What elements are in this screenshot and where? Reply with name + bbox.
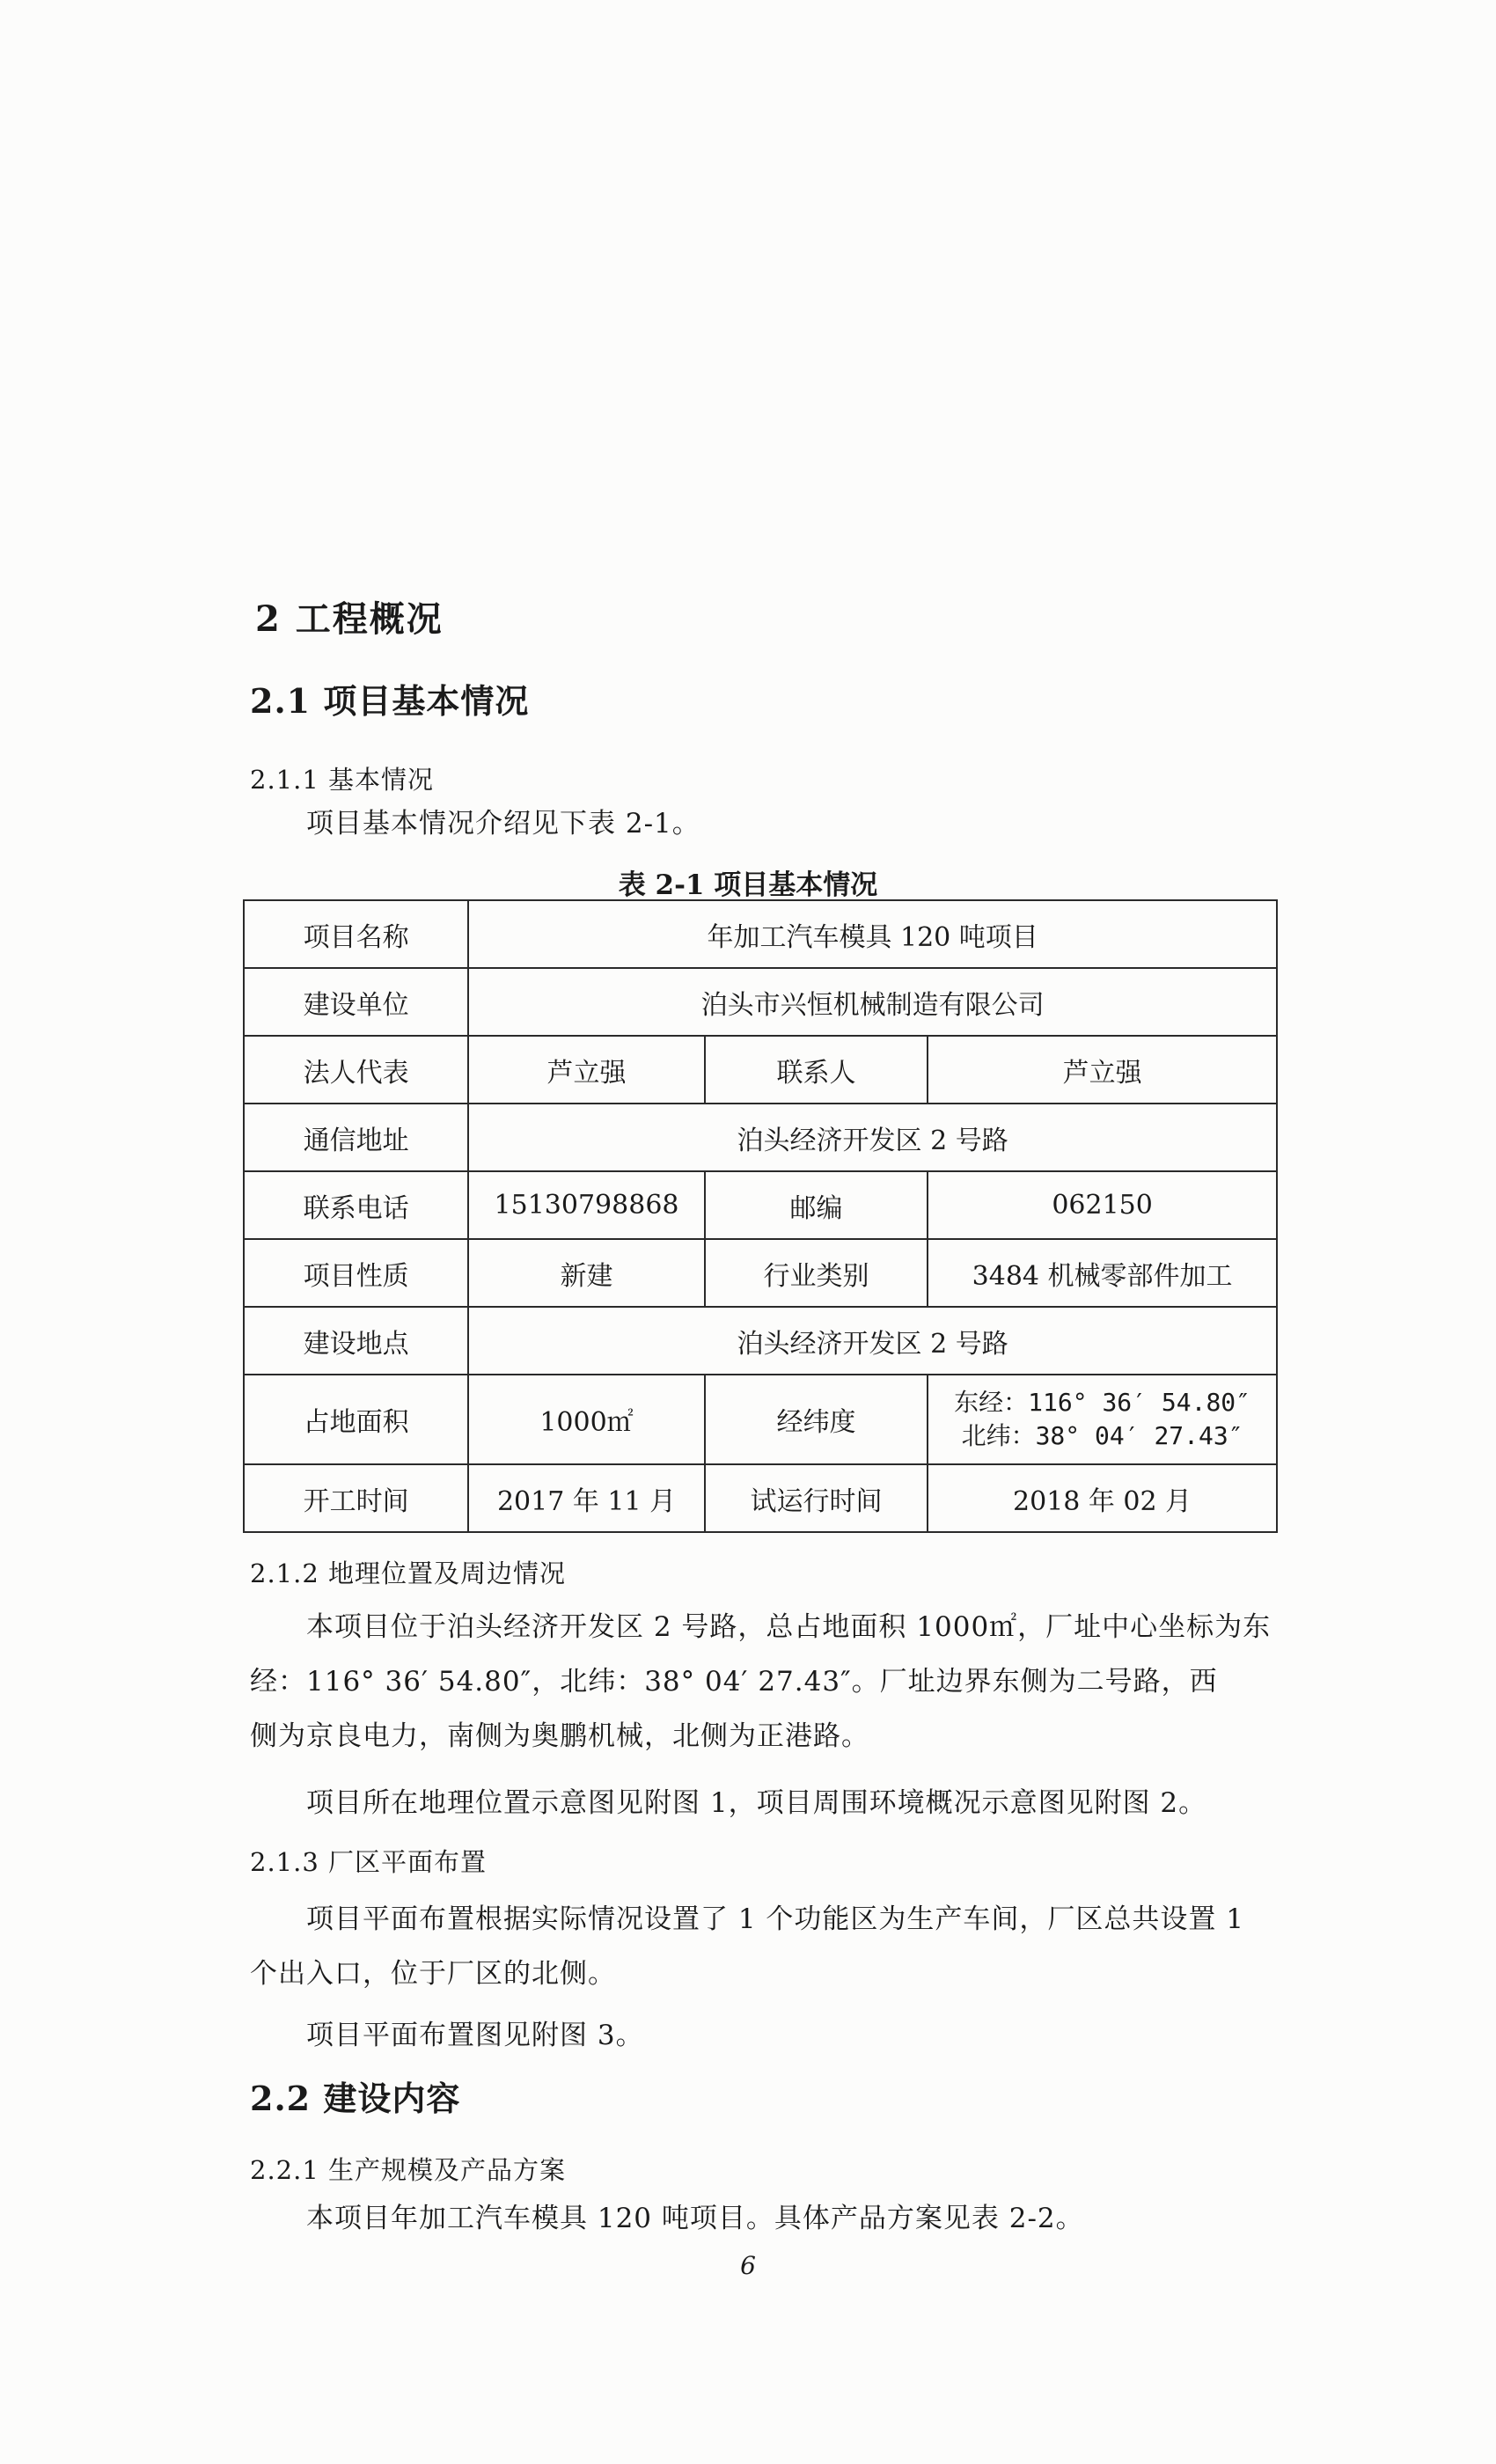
table-row <box>244 1104 1277 1171</box>
subsection-heading-2-2-1: 2.2.1 生产规模及产品方案 <box>250 2155 567 2185</box>
table-row <box>244 1171 1277 1239</box>
table-value-cell: 泊头市兴恒机械制造有限公司 <box>468 968 1277 1036</box>
layout-paragraph-line-2: 个出入口，位于厂区的北侧。 <box>250 1958 616 1990</box>
table-value-cell: 1000㎡ <box>468 1375 704 1464</box>
table-key-cell: 邮编 <box>705 1171 928 1239</box>
project-info-table <box>243 899 1278 1533</box>
intro-paragraph: 项目基本情况介绍见下表 2-1。 <box>306 808 700 840</box>
table-key-cell: 法人代表 <box>244 1036 468 1104</box>
table-key-cell: 建设地点 <box>244 1307 468 1375</box>
coordinates-cell <box>928 1375 1277 1464</box>
table-key-cell: 行业类别 <box>705 1239 928 1307</box>
table-caption: 表 2-1 项目基本情况 <box>618 869 878 901</box>
page-number: 6 <box>740 2251 756 2280</box>
geo-paragraph-line-2: 经：116° 36′ 54.80″，北纬：38° 04′ 27.43″。厂址边界东侧为二号路，西 <box>250 1666 1218 1698</box>
table-key-cell: 项目名称 <box>244 900 468 968</box>
table-key-cell: 联系人 <box>705 1036 928 1104</box>
table-key-cell: 联系电话 <box>244 1171 468 1239</box>
table-value-cell: 15130798868 <box>468 1171 704 1239</box>
latitude-value: 北纬：38° 04′ 27.43″ <box>961 1421 1243 1450</box>
table-row <box>244 968 1277 1036</box>
table-value-cell: 062150 <box>928 1171 1277 1239</box>
section-heading-2-1: 2.1 项目基本情况 <box>250 681 530 721</box>
table-row <box>244 1239 1277 1307</box>
table-value-cell: 泊头经济开发区 2 号路 <box>468 1307 1277 1375</box>
subsection-heading-2-1-3: 2.1.3 厂区平面布置 <box>250 1847 488 1877</box>
layout-reference-paragraph: 项目平面布置图见附图 3。 <box>306 2020 644 2051</box>
table-row <box>244 1307 1277 1375</box>
table-key-cell: 项目性质 <box>244 1239 468 1307</box>
section-heading-2-2: 2.2 建设内容 <box>250 2079 461 2118</box>
geo-paragraph-line-1: 本项目位于泊头经济开发区 2 号路，总占地面积 1000㎡，厂址中心坐标为东 <box>306 1611 1272 1643</box>
table-row <box>244 1375 1277 1464</box>
table-row <box>244 900 1277 968</box>
chapter-heading: 2 工程概况 <box>255 598 444 640</box>
table-value-cell: 年加工汽车模具 120 吨项目 <box>468 900 1277 968</box>
table-key-cell: 通信地址 <box>244 1104 468 1171</box>
table-key-cell: 试运行时间 <box>705 1464 928 1532</box>
table-key-cell: 占地面积 <box>244 1375 468 1464</box>
geo-reference-paragraph: 项目所在地理位置示意图见附图 1，项目周围环境概况示意图见附图 2。 <box>306 1787 1207 1819</box>
longitude-value: 东经：116° 36′ 54.80″ <box>954 1388 1251 1417</box>
table-row <box>244 1036 1277 1104</box>
table-value-cell: 芦立强 <box>468 1036 704 1104</box>
table-value-cell: 芦立强 <box>928 1036 1277 1104</box>
geo-paragraph-line-3: 侧为京良电力，南侧为奥鹏机械，北侧为正港路。 <box>250 1720 869 1752</box>
layout-paragraph-line-1: 项目平面布置根据实际情况设置了 1 个功能区为生产车间，厂区总共设置 1 <box>306 1903 1245 1935</box>
table-value-cell: 泊头经济开发区 2 号路 <box>468 1104 1277 1171</box>
table-key-cell: 建设单位 <box>244 968 468 1036</box>
table-row <box>244 1464 1277 1532</box>
table-value-cell: 3484 机械零部件加工 <box>928 1239 1277 1307</box>
table-value-cell: 2018 年 02 月 <box>928 1464 1277 1532</box>
table-key-cell: 开工时间 <box>244 1464 468 1532</box>
scale-paragraph: 本项目年加工汽车模具 120 吨项目。具体产品方案见表 2-2。 <box>306 2203 1084 2234</box>
table-value-cell: 2017 年 11 月 <box>468 1464 704 1532</box>
table-value-cell: 新建 <box>468 1239 704 1307</box>
table-key-cell: 经纬度 <box>705 1375 928 1464</box>
subsection-heading-2-1-1: 2.1.1 基本情况 <box>250 765 435 795</box>
subsection-heading-2-1-2: 2.1.2 地理位置及周边情况 <box>250 1558 567 1588</box>
